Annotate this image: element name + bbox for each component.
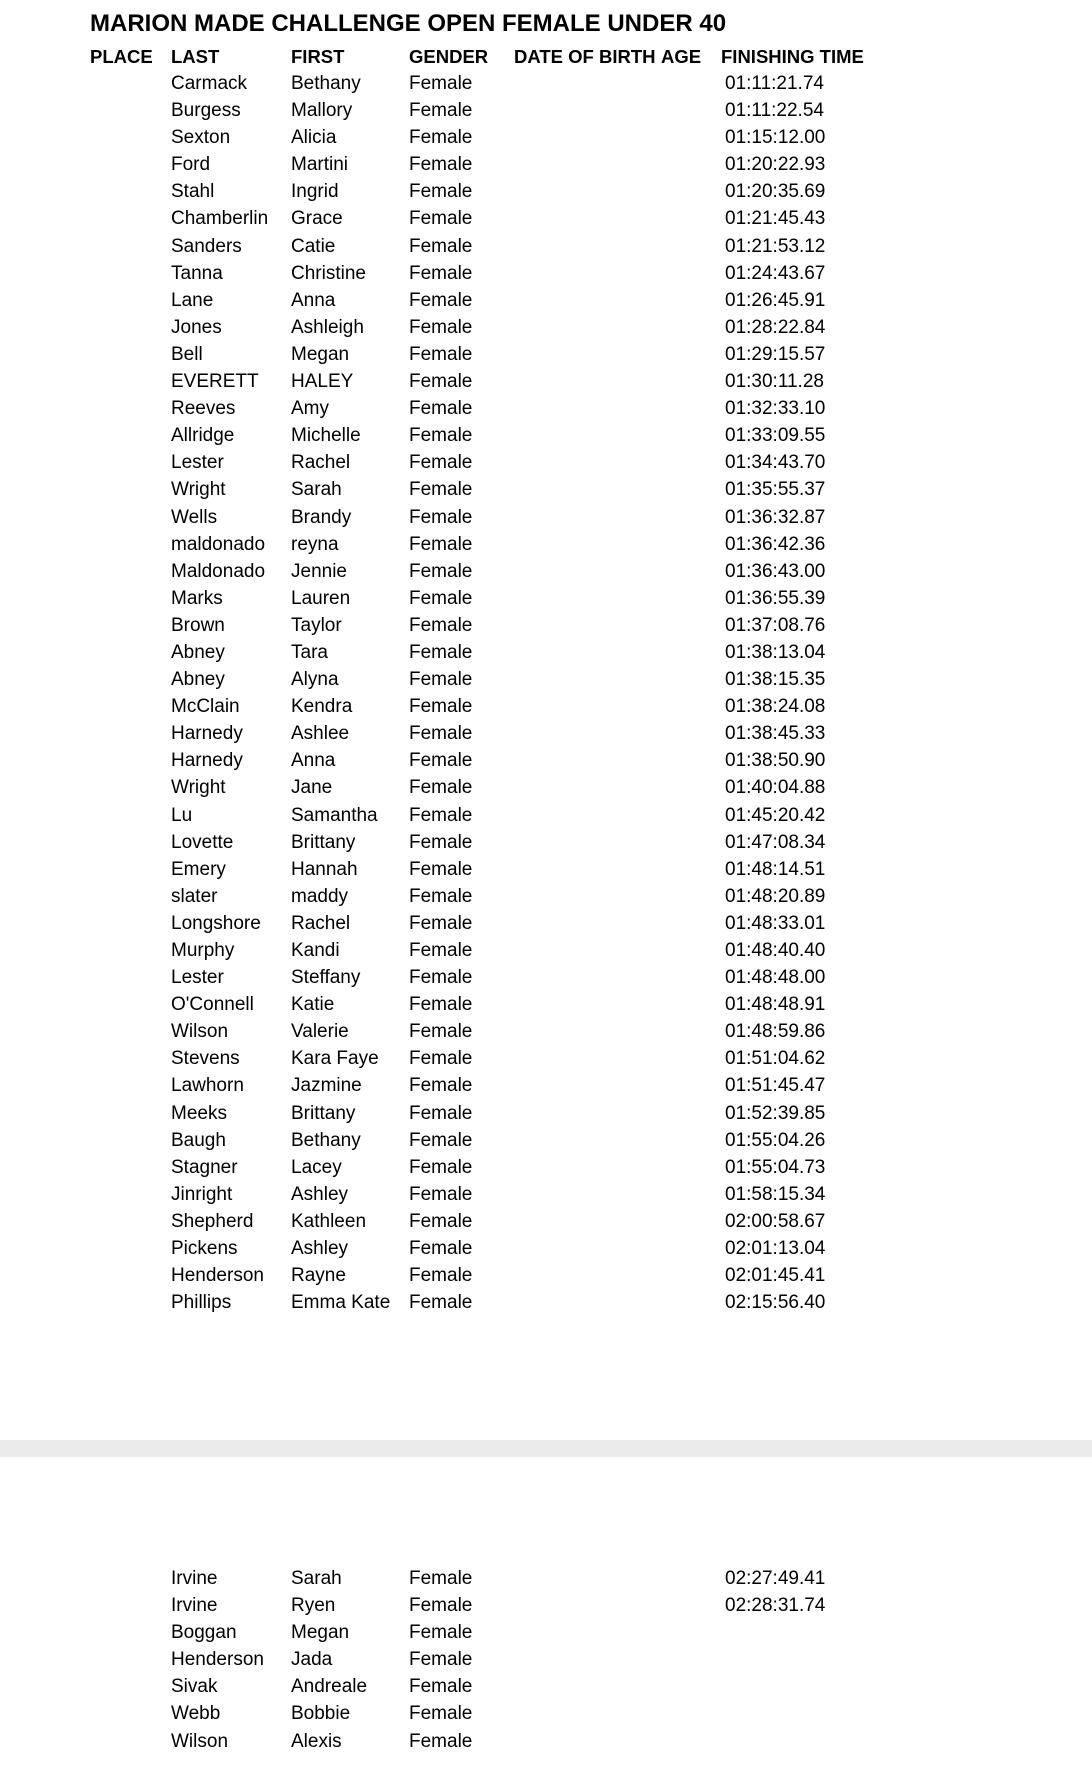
cell-gender: Female <box>409 614 473 636</box>
cell-time: 01:45:20.42 <box>725 804 826 826</box>
cell-gender: Female <box>409 343 473 365</box>
cell-gender: Female <box>409 750 473 772</box>
cell-last: Shepherd <box>171 1210 254 1232</box>
cell-gender: Female <box>409 560 473 582</box>
cell-gender: Female <box>409 1622 473 1644</box>
cell-first: Ashleigh <box>291 316 364 338</box>
cell-last: Burgess <box>171 100 241 122</box>
cell-last: Murphy <box>171 940 235 961</box>
cell-first: Kendra <box>291 696 353 718</box>
cell-first: Katie <box>291 994 335 1016</box>
cell-last: Wright <box>171 479 226 501</box>
cell-first: Alexis <box>291 1730 342 1752</box>
cell-gender: Female <box>409 1265 473 1287</box>
cell-first: Samantha <box>291 804 378 826</box>
cell-time: 02:01:45.41 <box>725 1265 826 1287</box>
cell-last: Abney <box>171 669 225 691</box>
cell-first: Catie <box>291 235 336 257</box>
cell-gender: Female <box>409 804 473 826</box>
cell-time: 01:24:43.67 <box>725 262 826 284</box>
header-last: LAST <box>171 46 220 67</box>
cell-gender: Female <box>409 994 473 1016</box>
header-place: PLACE <box>90 46 153 67</box>
cell-first: Kathleen <box>291 1210 367 1232</box>
cell-gender: Female <box>409 1292 473 1314</box>
cell-gender: Female <box>409 73 473 94</box>
cell-last: Stevens <box>171 1048 240 1070</box>
cell-time: 01:47:08.34 <box>725 831 826 853</box>
cell-time: 01:37:08.76 <box>725 614 826 636</box>
cell-gender: Female <box>409 262 473 284</box>
cell-last: Phillips <box>171 1292 232 1314</box>
cell-last: Wright <box>171 777 226 799</box>
cell-first: Kandi <box>291 940 340 961</box>
cell-time: 01:55:04.73 <box>725 1156 826 1178</box>
cell-gender: Female <box>409 506 473 528</box>
cell-time: 01:48:14.51 <box>725 858 826 880</box>
cell-time: 01:48:59.86 <box>725 1021 826 1043</box>
cell-first: Ashlee <box>291 723 350 745</box>
cell-last: Jones <box>171 316 222 338</box>
cell-gender: Female <box>409 154 473 176</box>
cell-first: Andreale <box>291 1676 368 1698</box>
page-break <box>0 1440 1092 1457</box>
cell-first: Jada <box>291 1649 333 1671</box>
cell-last: Maldonado <box>171 560 266 582</box>
cell-first: Ryen <box>291 1595 336 1617</box>
cell-gender: Female <box>409 425 473 447</box>
cell-first: reyna <box>291 533 339 555</box>
cell-last: Longshore <box>171 912 261 934</box>
cell-time: 01:11:21.74 <box>725 73 824 94</box>
cell-last: maldonado <box>171 533 266 555</box>
cell-time: 01:38:50.90 <box>725 750 826 772</box>
cell-first: Anna <box>291 750 336 772</box>
cell-gender: Female <box>409 1238 473 1260</box>
cell-last: Abney <box>171 641 225 663</box>
cell-time: 01:55:04.26 <box>725 1129 826 1151</box>
cell-last: Lester <box>171 967 224 989</box>
cell-gender: Female <box>409 858 473 880</box>
cell-gender: Female <box>409 316 473 338</box>
cell-first: Michelle <box>291 425 361 447</box>
cell-gender: Female <box>409 1156 473 1178</box>
cell-last: Ford <box>171 154 211 176</box>
cell-gender: Female <box>409 1129 473 1151</box>
cell-gender: Female <box>409 1649 473 1671</box>
cell-gender: Female <box>409 398 473 420</box>
cell-first: Jane <box>291 777 333 799</box>
cell-time: 01:28:22.84 <box>725 316 826 338</box>
cell-gender: Female <box>409 181 473 203</box>
cell-last: Stahl <box>171 181 215 203</box>
cell-first: Bethany <box>291 1129 361 1151</box>
cell-time: 01:29:15.57 <box>725 343 826 365</box>
cell-last: Brown <box>171 614 225 636</box>
cell-last: Lu <box>171 804 193 826</box>
cell-first: Amy <box>291 398 329 420</box>
cell-time: 02:15:56.40 <box>725 1292 826 1314</box>
cell-time: 01:48:48.91 <box>725 994 826 1016</box>
cell-last: Chamberlin <box>171 208 269 230</box>
cell-time: 01:15:12.00 <box>725 127 826 149</box>
cell-gender: Female <box>409 479 473 501</box>
cell-first: Ashley <box>291 1183 349 1205</box>
header-dob: DATE OF BIRTH <box>514 46 656 67</box>
cell-time: 01:58:15.34 <box>725 1183 826 1205</box>
cell-time: 01:35:55.37 <box>725 479 826 501</box>
cell-first: Brandy <box>291 506 352 528</box>
cell-first: Alyna <box>291 669 339 691</box>
cell-last: Harnedy <box>171 723 243 745</box>
cell-gender: Female <box>409 533 473 555</box>
header-age: AGE <box>661 46 702 67</box>
cell-time: 01:20:35.69 <box>725 181 826 203</box>
cell-first: Mallory <box>291 100 353 122</box>
cell-time: 01:48:20.89 <box>725 885 826 907</box>
cell-first: Bobbie <box>291 1703 351 1725</box>
cell-last: Wilson <box>171 1021 229 1043</box>
cell-last: Wilson <box>171 1730 229 1752</box>
cell-time: 01:21:45.43 <box>725 208 826 230</box>
cell-time: 01:30:11.28 <box>725 371 824 393</box>
cell-last: Reeves <box>171 398 236 420</box>
cell-first: Ingrid <box>291 181 339 203</box>
cell-time: 02:27:49.41 <box>725 1568 826 1589</box>
cell-gender: Female <box>409 1676 473 1698</box>
cell-gender: Female <box>409 1048 473 1070</box>
cell-last: Stagner <box>171 1156 238 1178</box>
cell-first: Jennie <box>291 560 347 582</box>
header-finishing-time: FINISHING TIME <box>721 46 864 67</box>
cell-first: Steffany <box>291 967 361 989</box>
cell-last: Irvine <box>171 1568 218 1589</box>
cell-first: Hannah <box>291 858 358 880</box>
cell-first: maddy <box>291 885 349 907</box>
cell-time: 01:36:32.87 <box>725 506 826 528</box>
cell-gender: Female <box>409 1730 473 1752</box>
cell-time: 01:20:22.93 <box>725 154 826 176</box>
page-title: MARION MADE CHALLENGE OPEN FEMALE UNDER 40 <box>90 10 727 37</box>
cell-first: Bethany <box>291 73 361 94</box>
cell-last: Allridge <box>171 425 235 447</box>
cell-first: Rayne <box>291 1265 346 1287</box>
cell-gender: Female <box>409 641 473 663</box>
cell-gender: Female <box>409 1075 473 1097</box>
cell-first: Lacey <box>291 1156 342 1178</box>
cell-last: Sivak <box>171 1676 218 1698</box>
cell-last: Pickens <box>171 1238 238 1260</box>
cell-first: Grace <box>291 208 343 230</box>
cell-last: Irvine <box>171 1595 218 1617</box>
cell-time: 01:48:33.01 <box>725 912 826 934</box>
cell-last: Lovette <box>171 831 234 853</box>
cell-first: Taylor <box>291 614 342 636</box>
cell-time: 01:11:22.54 <box>725 100 824 122</box>
cell-time: 01:36:55.39 <box>725 587 826 609</box>
cell-gender: Female <box>409 669 473 691</box>
cell-first: Anna <box>291 289 336 311</box>
cell-first: Brittany <box>291 831 356 853</box>
cell-gender: Female <box>409 940 473 961</box>
cell-time: 01:38:45.33 <box>725 723 826 745</box>
cell-time: 02:28:31.74 <box>725 1595 826 1617</box>
cell-last: Sanders <box>171 235 242 257</box>
cell-last: Boggan <box>171 1622 237 1644</box>
cell-last: Baugh <box>171 1129 226 1151</box>
cell-first: Tara <box>291 641 328 663</box>
cell-last: EVERETT <box>171 371 259 393</box>
cell-gender: Female <box>409 1568 473 1589</box>
cell-first: Christine <box>291 262 366 284</box>
cell-gender: Female <box>409 1210 473 1232</box>
cell-gender: Female <box>409 831 473 853</box>
cell-first: Sarah <box>291 1568 342 1589</box>
cell-first: Jazmine <box>291 1075 362 1097</box>
cell-last: Lawhorn <box>171 1075 244 1097</box>
cell-gender: Female <box>409 723 473 745</box>
cell-time: 01:36:43.00 <box>725 560 826 582</box>
cell-time: 01:21:53.12 <box>725 235 826 257</box>
cell-first: Megan <box>291 343 350 365</box>
cell-first: HALEY <box>291 371 354 393</box>
cell-time: 01:33:09.55 <box>725 425 826 447</box>
cell-gender: Female <box>409 696 473 718</box>
cell-gender: Female <box>409 100 473 122</box>
cell-time: 01:48:40.40 <box>725 940 826 961</box>
cell-time: 01:40:04.88 <box>725 777 826 799</box>
cell-first: Lauren <box>291 587 351 609</box>
cell-first: Megan <box>291 1622 350 1644</box>
cell-first: Alicia <box>291 127 337 149</box>
cell-last: Marks <box>171 587 223 609</box>
cell-last: Emery <box>171 858 226 880</box>
cell-first: Valerie <box>291 1021 349 1043</box>
cell-gender: Female <box>409 289 473 311</box>
cell-gender: Female <box>409 1102 473 1124</box>
cell-gender: Female <box>409 1183 473 1205</box>
cell-last: Webb <box>171 1703 221 1725</box>
cell-last: Henderson <box>171 1649 264 1671</box>
cell-time: 01:38:15.35 <box>725 669 826 691</box>
cell-time: 01:36:42.36 <box>725 533 826 555</box>
cell-time: 01:51:04.62 <box>725 1048 826 1070</box>
cell-gender: Female <box>409 452 473 474</box>
cell-gender: Female <box>409 235 473 257</box>
cell-time: 01:34:43.70 <box>725 452 826 474</box>
cell-gender: Female <box>409 127 473 149</box>
cell-first: Sarah <box>291 479 342 501</box>
cell-time: 01:48:48.00 <box>725 967 826 989</box>
cell-last: Carmack <box>171 73 248 94</box>
header-gender: GENDER <box>409 46 489 67</box>
cell-time: 01:26:45.91 <box>725 289 826 311</box>
cell-time: 02:00:58.67 <box>725 1210 826 1232</box>
cell-time: 02:01:13.04 <box>725 1238 826 1260</box>
cell-last: McClain <box>171 696 240 718</box>
cell-first: Kara Faye <box>291 1048 379 1070</box>
cell-last: Meeks <box>171 1102 227 1124</box>
cell-gender: Female <box>409 208 473 230</box>
header-first: FIRST <box>291 46 345 67</box>
cell-gender: Female <box>409 1595 473 1617</box>
cell-first: Ashley <box>291 1238 349 1260</box>
cell-last: Wells <box>171 506 218 528</box>
cell-last: slater <box>171 885 218 907</box>
cell-last: Henderson <box>171 1265 264 1287</box>
cell-first: Rachel <box>291 452 351 474</box>
results-page-2 <box>0 1457 1092 1784</box>
cell-last: Harnedy <box>171 750 243 772</box>
cell-gender: Female <box>409 777 473 799</box>
cell-gender: Female <box>409 967 473 989</box>
cell-first: Emma Kate <box>291 1292 391 1314</box>
cell-time: 01:32:33.10 <box>725 398 826 420</box>
cell-time: 01:52:39.85 <box>725 1102 826 1124</box>
cell-gender: Female <box>409 1703 473 1725</box>
cell-gender: Female <box>409 885 473 907</box>
cell-last: O'Connell <box>171 994 254 1016</box>
cell-time: 01:38:13.04 <box>725 641 826 663</box>
cell-last: Tanna <box>171 262 223 284</box>
cell-last: Bell <box>171 343 203 365</box>
cell-first: Rachel <box>291 912 351 934</box>
cell-gender: Female <box>409 1021 473 1043</box>
cell-time: 01:51:45.47 <box>725 1075 826 1097</box>
cell-last: Sexton <box>171 127 231 149</box>
cell-time: 01:38:24.08 <box>725 696 826 718</box>
cell-last: Lane <box>171 289 214 311</box>
cell-first: Brittany <box>291 1102 356 1124</box>
cell-last: Jinright <box>171 1183 233 1205</box>
cell-gender: Female <box>409 371 473 393</box>
cell-gender: Female <box>409 587 473 609</box>
cell-first: Martini <box>291 154 349 176</box>
cell-last: Lester <box>171 452 224 474</box>
cell-gender: Female <box>409 912 473 934</box>
